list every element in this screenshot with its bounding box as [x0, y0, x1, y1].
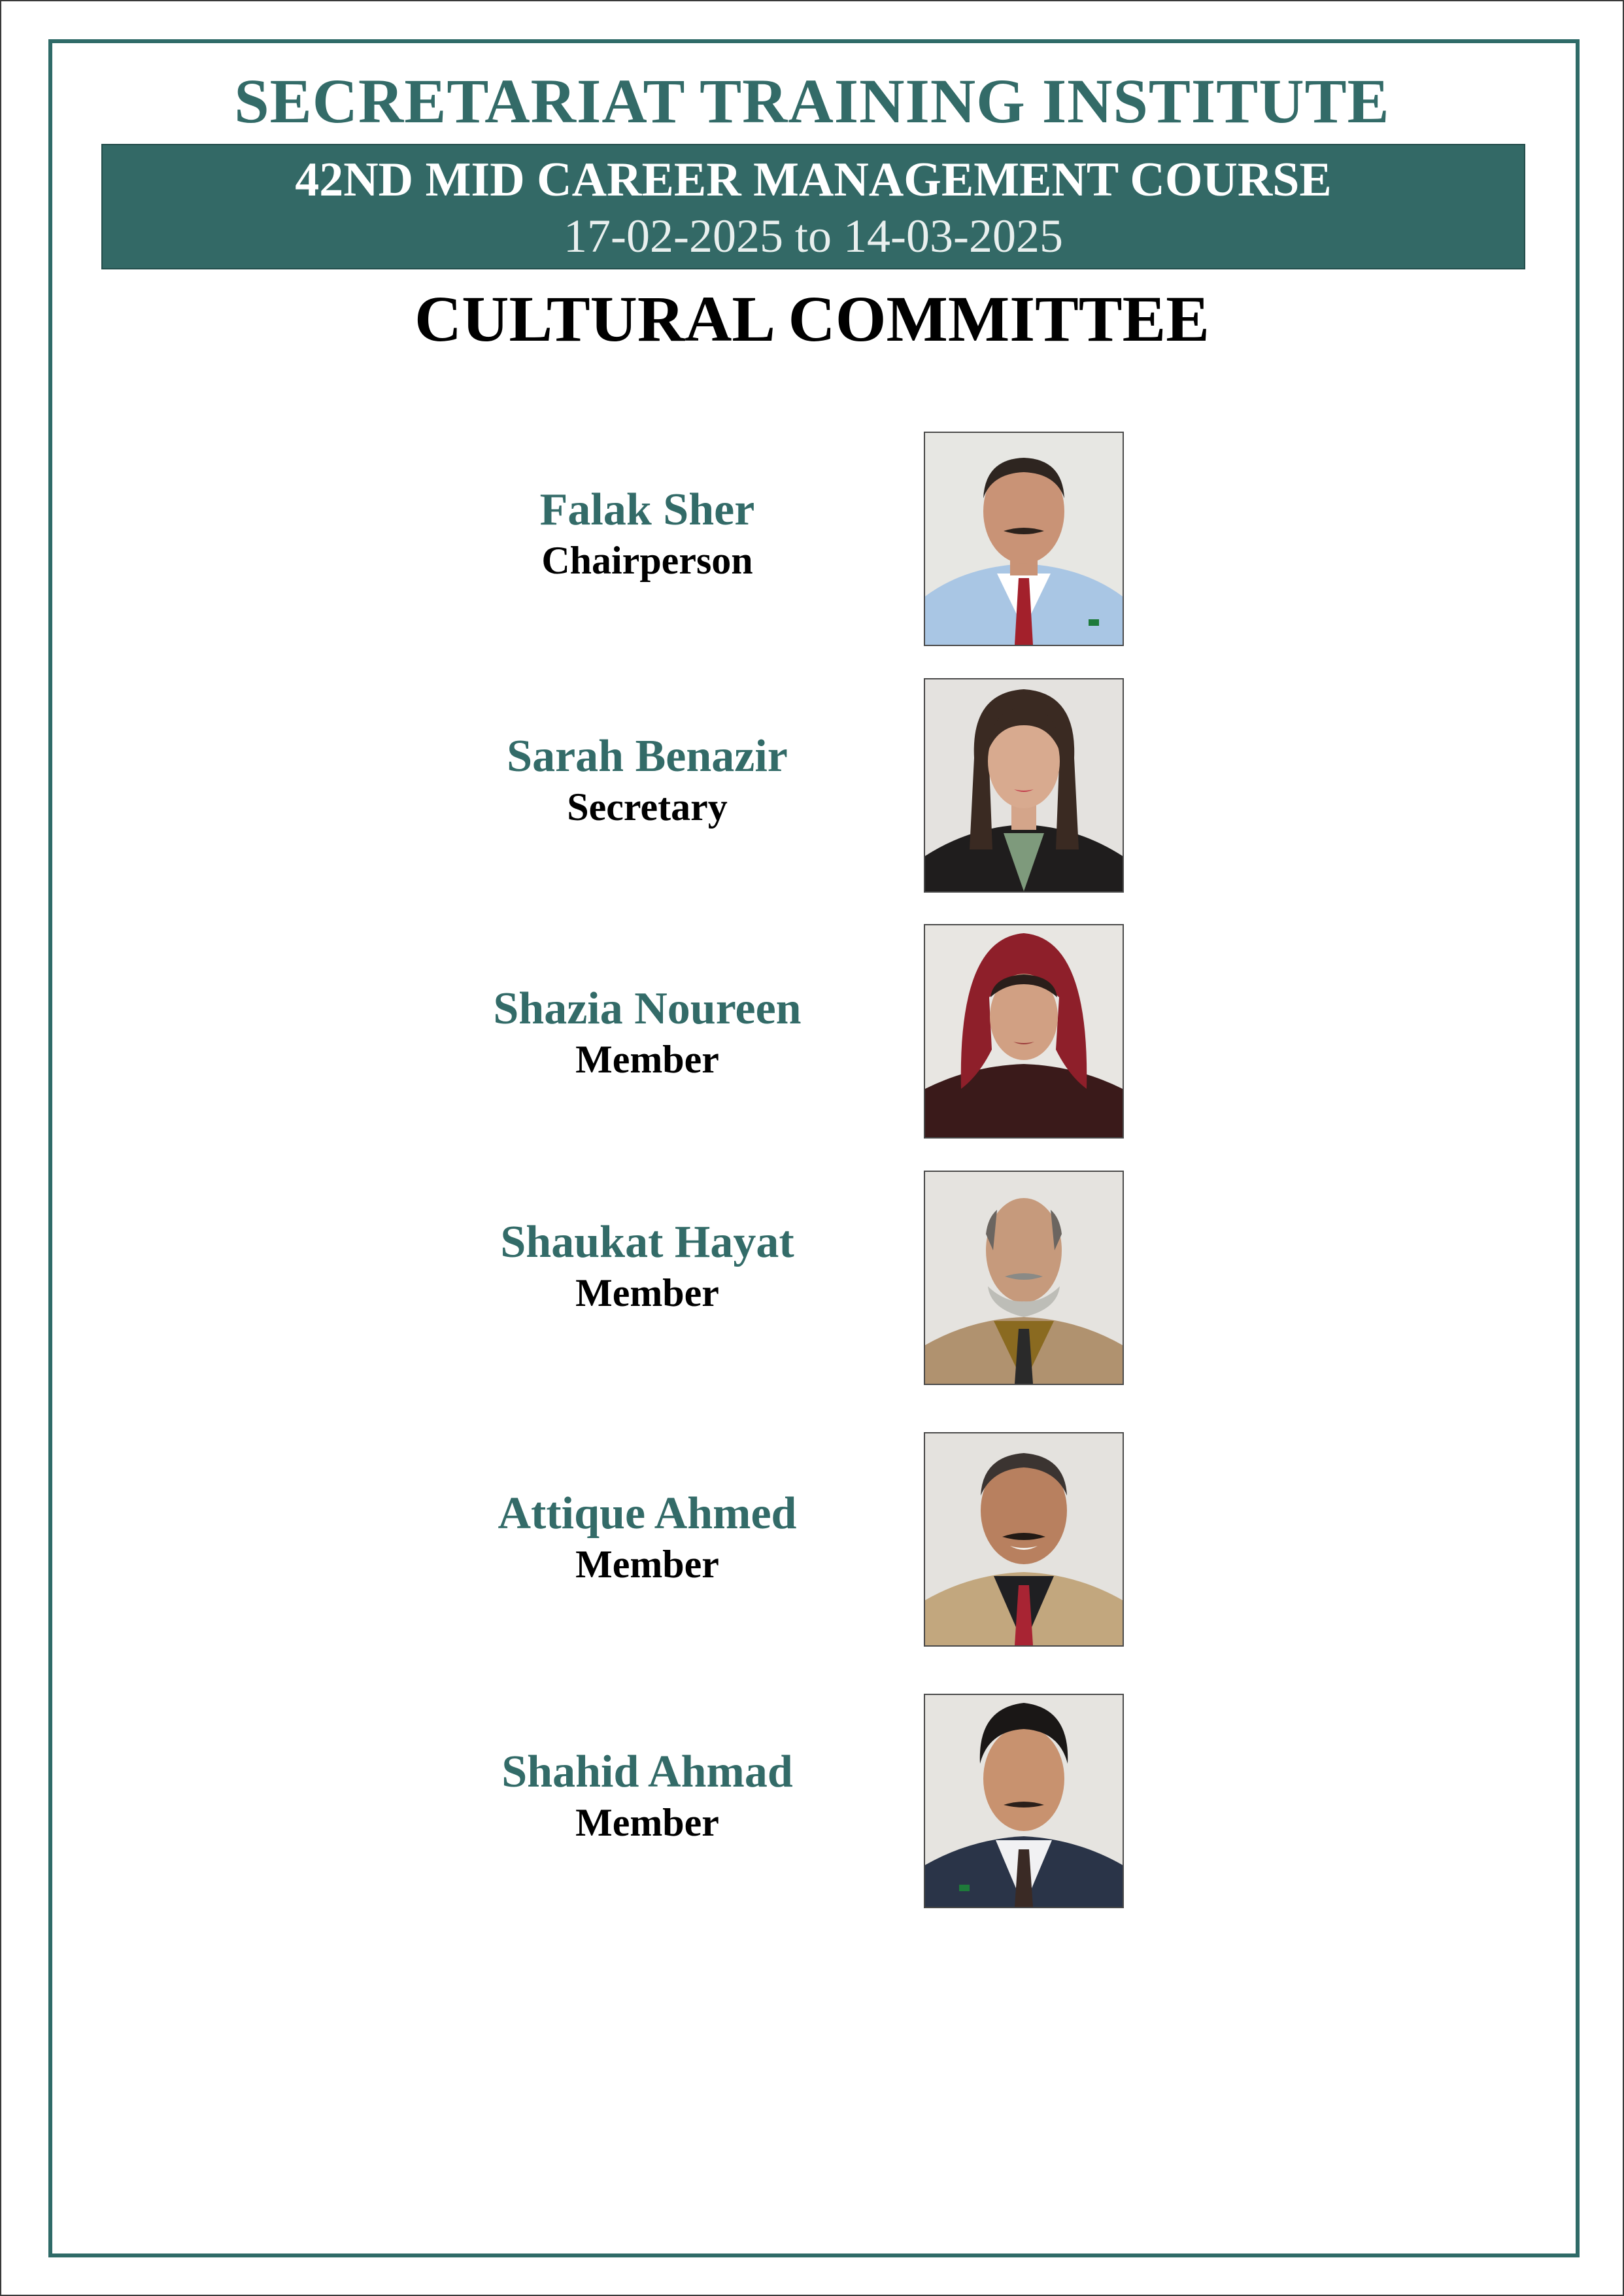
portrait-man-navy-suit: [925, 1695, 1123, 1907]
member-text: [418, 730, 876, 831]
member-name: Attique Ahmed: [498, 1488, 797, 1539]
member-text: [418, 484, 876, 585]
member-role: Member: [575, 1038, 719, 1081]
committee-title: CULTURAL COMMITTEE: [414, 283, 1210, 355]
member-card: [0, 924, 1624, 1137]
course-dates: 17-02-2025 to 14-03-2025: [564, 210, 1063, 262]
member-role: Member: [575, 1543, 719, 1586]
member-photo: [924, 432, 1124, 646]
member-name: Shazia Noureen: [493, 984, 802, 1034]
member-text: [418, 983, 876, 1084]
member-photo: [924, 1432, 1124, 1647]
member-name: Falak Sher: [539, 485, 755, 535]
member-photo: [924, 924, 1124, 1139]
member-photo: [924, 1694, 1124, 1908]
member-text: [418, 1488, 876, 1588]
course-name: 42ND MID CAREER MANAGEMENT COURSE: [295, 153, 1332, 207]
member-name: Shahid Ahmad: [501, 1747, 793, 1797]
portrait-man-beige-suit-beard: [925, 1172, 1123, 1384]
member-photo: [924, 1171, 1124, 1385]
member-text: [418, 1216, 876, 1317]
portrait-woman-red-scarf: [925, 925, 1123, 1137]
member-card: [0, 678, 1624, 891]
member-role: Chairperson: [541, 539, 753, 582]
portrait-man-tan-suit: [925, 1433, 1123, 1645]
member-card: [0, 432, 1624, 645]
portrait-woman-black-jacket: [925, 679, 1123, 891]
member-card: [0, 1432, 1624, 1645]
member-name: Shaukat Hayat: [500, 1217, 794, 1267]
member-role: Member: [575, 1271, 719, 1314]
member-name: Sarah Benazir: [507, 731, 788, 781]
portrait-man-blue-suit: [925, 433, 1123, 645]
institute-title: SECRETARIAT TRAINING INSTITUTE: [234, 66, 1390, 136]
member-photo: [924, 678, 1124, 893]
member-card: [0, 1171, 1624, 1384]
member-card: [0, 1694, 1624, 1907]
member-role: Secretary: [567, 785, 728, 829]
member-role: Member: [575, 1801, 719, 1844]
member-text: [418, 1746, 876, 1847]
